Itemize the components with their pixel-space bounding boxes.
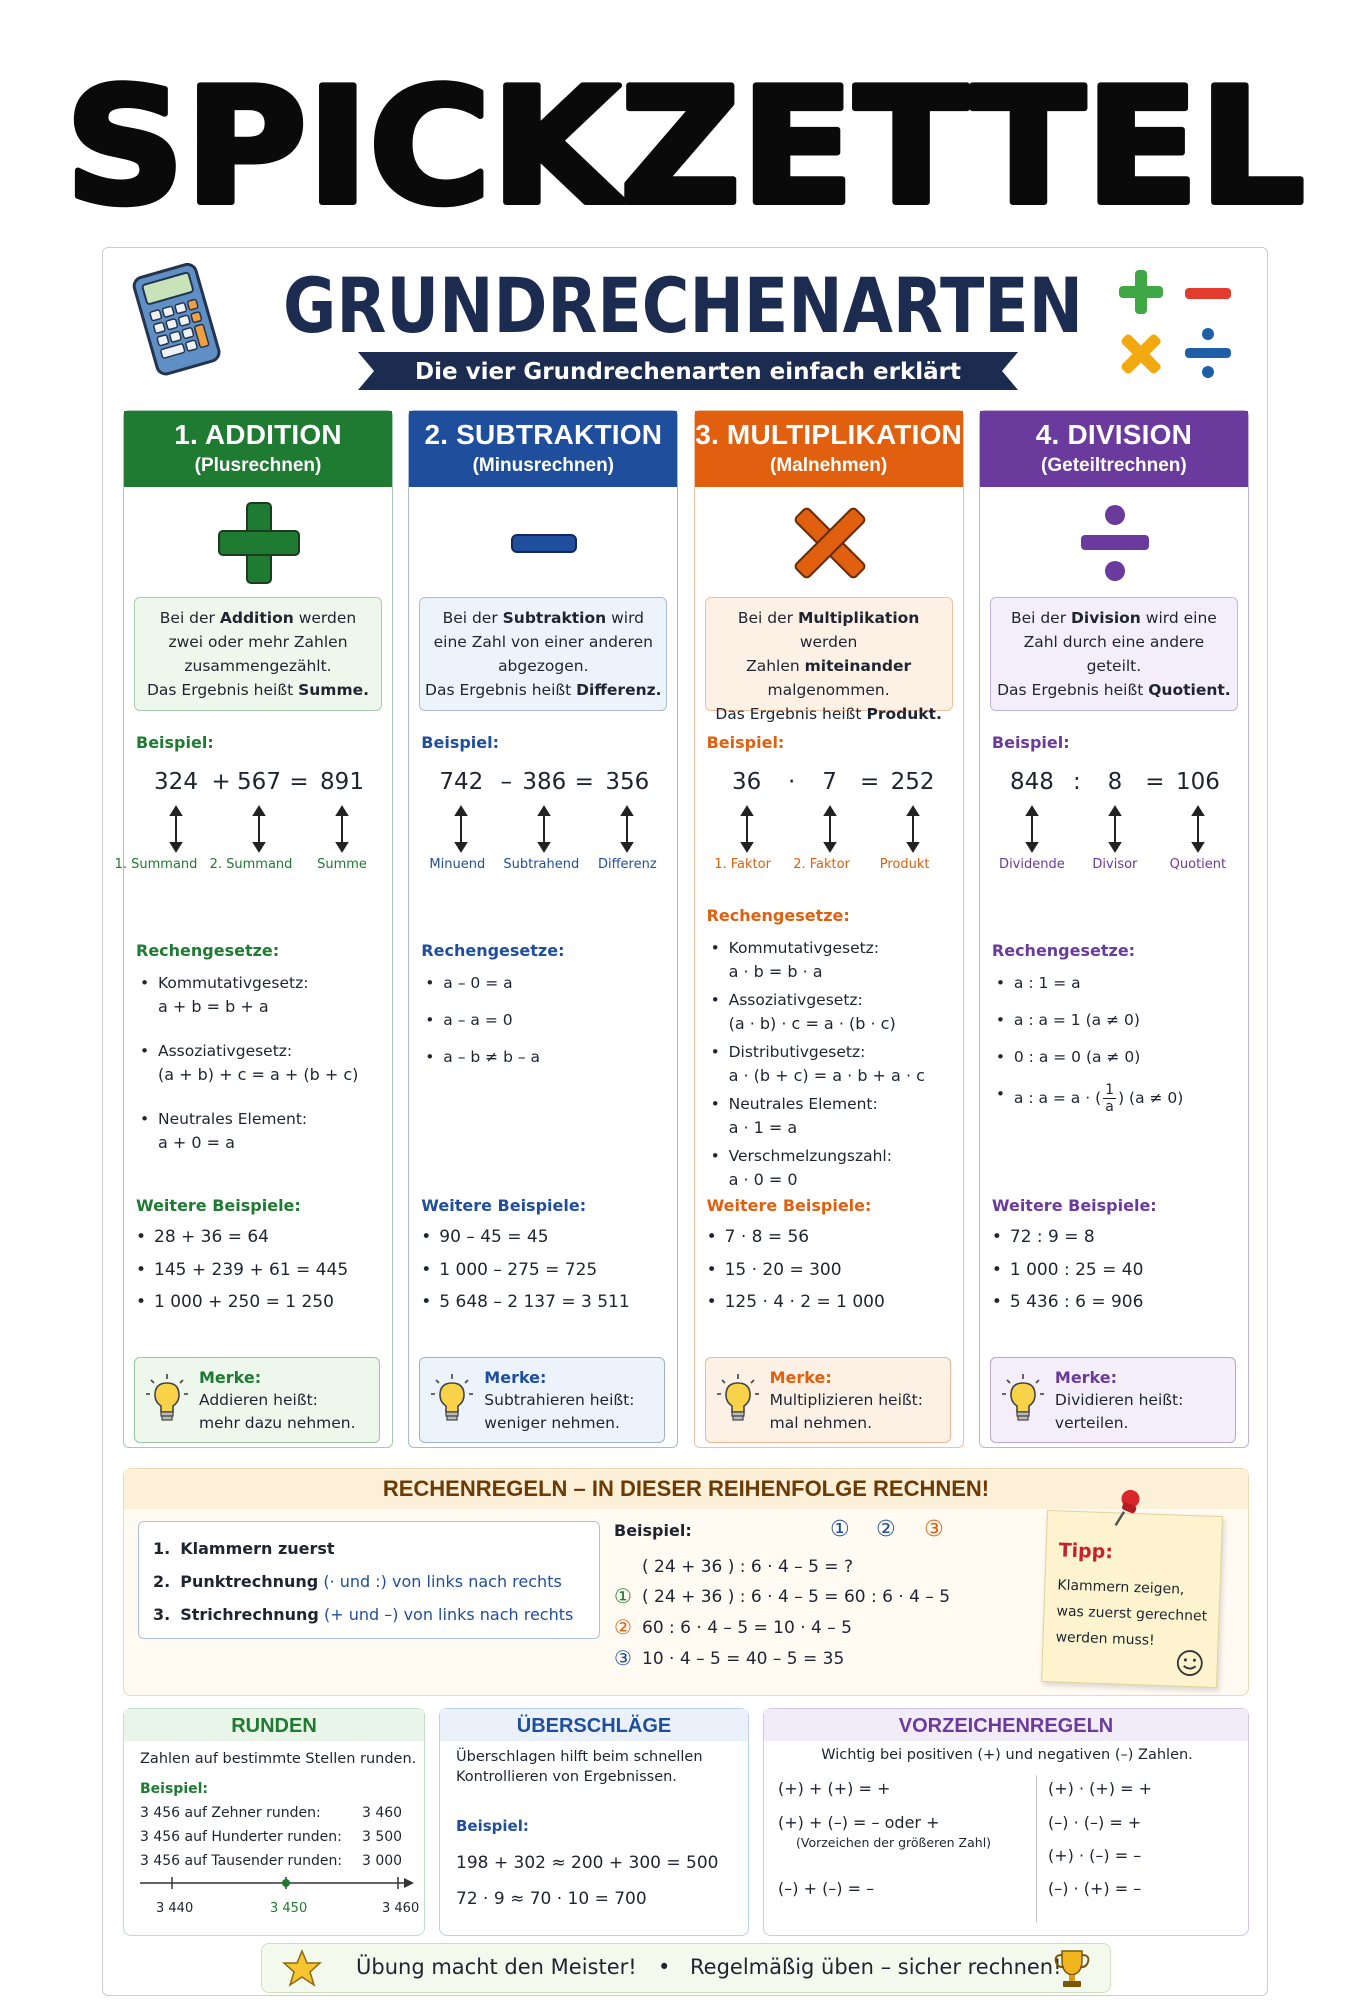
calculator-icon <box>121 260 241 380</box>
runden-box <box>123 1708 425 1936</box>
merke-label: Merke: <box>484 1368 547 1387</box>
column-title: 4. DIVISION <box>1035 419 1193 450</box>
law-formula: (a + b) + c = a + (b + c) <box>158 1065 359 1084</box>
multiply-icon <box>695 487 963 597</box>
runden-row-label: 3 456 auf Tausender runden: <box>140 1853 343 1869</box>
description-line: zwei oder mehr Zahlen <box>168 633 348 651</box>
example-token: = <box>574 769 594 795</box>
column-2 <box>408 410 678 1448</box>
main-title-text: SPICKZETTEL <box>65 53 1305 240</box>
description-box <box>705 597 953 723</box>
tipp-note <box>1041 1510 1223 1688</box>
column-title: 3. MULTIPLIKATION <box>695 419 962 450</box>
main-title <box>0 40 1371 250</box>
example-token: = <box>859 769 880 795</box>
description-line: zusammengezählt. <box>184 657 332 675</box>
rule-detail: (· und :) von links nach rechts <box>318 1572 562 1591</box>
example-token: 7 <box>822 769 837 795</box>
merke-line: verteilen. <box>1054 1414 1129 1432</box>
merke-label: Merke: <box>769 1368 832 1387</box>
law-name: a – b ≠ b – a <box>443 1048 541 1066</box>
description-line: Bei der Multiplikation werden <box>737 609 920 651</box>
example <box>409 769 679 889</box>
runden-row-value: 3 000 <box>362 1853 403 1869</box>
trophy-icon <box>1052 1947 1092 1989</box>
example-arrows <box>695 805 965 855</box>
runden-row-value: 3 500 <box>362 1829 403 1845</box>
rules-title: RECHENREGELN – IN DIESER REIHENFOLGE RECHNEN! <box>124 1469 1248 1509</box>
example-names <box>980 857 1250 877</box>
example-arrows <box>409 805 679 855</box>
more-label: Weitere Beispiele: <box>991 1196 1157 1215</box>
column-1 <box>114 410 393 1448</box>
footer-separator: • <box>658 1955 671 1979</box>
runden-row-value: 3 460 <box>362 1805 403 1821</box>
example-name: 2. Faktor <box>793 857 850 872</box>
law-name: Distributivgesetz: <box>728 1043 866 1061</box>
column-subtitle: (Plusrechnen) <box>194 455 322 476</box>
description-line: Das Ergebnis heißt Quotient. <box>997 681 1231 699</box>
law-item <box>996 1008 1246 1032</box>
law-formula: a + b = b + a <box>158 997 269 1016</box>
laws-list <box>996 971 1246 1128</box>
rule-number: 2. <box>153 1572 171 1591</box>
description-line: Das Ergebnis heißt Differenz. <box>425 681 662 699</box>
subtitle-text: Die vier Grundrechenarten einfach erklärt <box>415 359 961 385</box>
more-label: Weitere Beispiele: <box>706 1196 872 1215</box>
law-name: Assoziativgesetz: <box>728 991 863 1009</box>
example-arrows <box>124 805 394 855</box>
more-example: • 5 436 : 6 = 906 <box>992 1286 1242 1319</box>
example-token: 106 <box>1175 769 1220 795</box>
example-token: 848 <box>1009 769 1054 795</box>
rule-step-text: 10 · 4 – 5 = 40 – 5 = 35 <box>642 1649 845 1669</box>
fraction-numerator: 1 <box>1105 1082 1115 1098</box>
example-token: 324 <box>154 769 198 795</box>
vorzeichen-right-3: (+) · (–) = – <box>1048 1846 1142 1865</box>
step-marker-2: ② <box>876 1517 896 1542</box>
law-formula: a · 1 = a <box>728 1118 798 1137</box>
merke-line: Dividieren heißt: <box>1054 1391 1184 1409</box>
description-box <box>134 597 382 711</box>
laws-label: Rechengesetze: <box>136 941 280 960</box>
description-line: Bei der Subtraktion wird <box>442 609 645 627</box>
example-equation <box>695 769 965 809</box>
example-label: Beispiel: <box>136 733 214 752</box>
vorzeichen-divider <box>1036 1775 1037 1923</box>
header-title-text: GRUNDRECHENARTEN <box>283 261 1083 350</box>
description-line: malgenommen. <box>767 681 890 699</box>
law-item <box>996 1045 1246 1069</box>
runden-title: RUNDEN <box>124 1709 424 1741</box>
vorzeichen-left-1: (+) + (+) = + <box>778 1779 891 1798</box>
more-example: • 1 000 + 250 = 1 250 <box>136 1286 386 1319</box>
column-subtitle: (Geteiltrechnen) <box>1041 455 1187 476</box>
law-formula: (a · b) · c = a · (b · c) <box>728 1014 896 1033</box>
laws-list <box>425 971 675 1082</box>
example-names <box>409 857 679 877</box>
axis-label-3: 3 460 <box>382 1901 420 1916</box>
pushpin-icon <box>1109 1487 1144 1528</box>
example-token: : <box>1073 769 1081 795</box>
law-fraction <box>1103 1082 1116 1115</box>
law-name: a – a = 0 <box>443 1011 513 1029</box>
vorzeichen-left-2: (+) + (–) = – oder + <box>778 1813 940 1832</box>
law-formula: a · 0 = 0 <box>728 1170 798 1189</box>
more-example: • 1 000 : 25 = 40 <box>992 1254 1242 1287</box>
axis-label-2: 3 450 <box>270 1901 308 1916</box>
plus-icon <box>124 487 392 597</box>
vorzeichen-right-1: (+) · (+) = + <box>1048 1779 1153 1798</box>
more-examples <box>992 1221 1242 1319</box>
law-item <box>140 1039 390 1087</box>
ueberschlaege-box <box>439 1708 749 1936</box>
rule-item <box>153 1565 585 1598</box>
rule-title: Klammern zuerst <box>180 1539 335 1558</box>
description-line: Das Ergebnis heißt Produkt. <box>715 705 942 723</box>
example-label: Beispiel: <box>706 733 785 752</box>
law-item <box>425 971 675 995</box>
example-token: – <box>500 769 513 795</box>
axis-label-1: 3 440 <box>156 1901 194 1916</box>
column-header <box>980 411 1248 487</box>
vorzeichen-left-3: (–) + (–) = – <box>778 1879 875 1898</box>
footer-banner <box>261 1943 1111 1993</box>
merke-line: weniger nehmen. <box>484 1414 620 1432</box>
example-name: Produkt <box>879 857 930 872</box>
header-title <box>273 258 1093 348</box>
more-example: • 72 : 9 = 8 <box>992 1221 1242 1254</box>
example-name: Dividende <box>999 857 1065 872</box>
law-item <box>425 1045 675 1069</box>
fraction-denominator: a <box>1105 1099 1114 1115</box>
ueberschlag-row-1: 198 + 302 ≈ 200 + 300 = 500 <box>456 1853 719 1873</box>
more-label: Weitere Beispiele: <box>421 1196 587 1215</box>
law-item <box>140 971 390 1019</box>
law-name: a : 1 = a <box>1013 974 1081 992</box>
example-name: 2. Summand <box>209 857 293 872</box>
rule-title: Strichrechnung <box>180 1605 319 1624</box>
example-name: Minuend <box>429 857 486 872</box>
ueberschlag-row-2: 72 · 9 ≈ 70 · 10 = 700 <box>456 1889 647 1909</box>
example-token: 891 <box>320 769 364 795</box>
example-token: 8 <box>1107 769 1123 795</box>
example-name: Differenz <box>597 857 657 872</box>
rule-title: Punktrechnung <box>180 1572 319 1591</box>
rule-step-marker: ① <box>614 1584 632 1608</box>
law-item <box>425 1008 675 1032</box>
lightbulb-icon <box>145 1372 189 1430</box>
description-line: geteilt. <box>1086 657 1142 675</box>
example-name: Subtrahend <box>503 857 580 872</box>
ueberschlaege-title: ÜBERSCHLÄGE <box>440 1709 748 1741</box>
example-token: 742 <box>439 769 484 795</box>
example-label: Beispiel: <box>421 733 500 752</box>
description-box <box>990 597 1238 711</box>
example-token: 252 <box>890 769 935 795</box>
law-text-suffix: ) (a ≠ 0) <box>1118 1089 1184 1107</box>
rule-step-marker: ③ <box>614 1646 632 1670</box>
column-header <box>695 411 963 487</box>
more-examples <box>136 1221 386 1319</box>
description-line: eine Zahl von einer anderen <box>433 633 653 651</box>
lightbulb-icon <box>430 1372 474 1430</box>
vorzeichen-intro: Wichtig bei positiven (+) und negativen (–) Zahlen. <box>821 1747 1193 1763</box>
rules-section <box>123 1468 1249 1696</box>
rule-step-text: 60 : 6 · 4 – 5 = 10 · 4 – 5 <box>642 1618 852 1638</box>
star-icon <box>282 1948 322 1988</box>
merke-box <box>419 1357 665 1443</box>
runden-row-label: 3 456 auf Hunderter runden: <box>140 1829 342 1845</box>
example-token: 567 <box>237 769 281 795</box>
ueberschlaege-intro-1: Überschlagen hilft beim schnellen <box>456 1749 703 1765</box>
example-token: + <box>211 769 231 795</box>
example <box>114 769 394 889</box>
rules-example-label: Beispiel: <box>614 1521 692 1540</box>
law-formula: a + 0 = a <box>158 1133 235 1152</box>
tipp-line-2: was zuerst gerechnet <box>1056 1603 1208 1625</box>
more-example: • 15 · 20 = 300 <box>707 1254 957 1287</box>
more-example: • 1 000 – 275 = 725 <box>421 1254 671 1287</box>
more-example: • 5 648 – 2 137 = 3 511 <box>421 1286 671 1319</box>
example-token: 386 <box>522 769 567 795</box>
law-item <box>711 1144 961 1192</box>
example-equation <box>980 769 1250 809</box>
tipp-line-3: werden muss! <box>1055 1629 1155 1649</box>
law-item <box>996 971 1246 995</box>
example-name: 1. Summand <box>114 857 198 872</box>
laws-list <box>711 936 961 1196</box>
merke-text <box>199 1366 356 1435</box>
poster-header <box>103 248 1269 408</box>
example-name: Summe <box>317 857 367 872</box>
column-subtitle: (Minusrechnen) <box>472 455 615 476</box>
merke-text <box>1055 1366 1183 1435</box>
law-name: a – 0 = a <box>443 974 513 992</box>
law-name: Verschmelzungszahl: <box>728 1147 892 1165</box>
column-subtitle: (Malnehmen) <box>770 455 888 476</box>
description-line: Zahl durch eine andere <box>1023 633 1205 651</box>
more-example: • 145 + 239 + 61 = 445 <box>136 1254 386 1287</box>
rule-item <box>153 1598 585 1631</box>
step-marker-1: ① <box>830 1517 850 1542</box>
law-item <box>711 1040 961 1088</box>
more-examples <box>707 1221 957 1319</box>
column-title: 2. SUBTRAKTION <box>424 419 663 450</box>
minus-icon <box>409 487 677 597</box>
lightbulb-icon <box>716 1372 760 1430</box>
law-name: Assoziativgesetz: <box>158 1042 293 1060</box>
example-name: Quotient <box>1169 857 1227 872</box>
law-name: Kommutativgesetz: <box>728 939 880 957</box>
rules-start: ( 24 + 36 ) : 6 · 4 – 5 = ? <box>642 1557 853 1577</box>
merke-line: Subtrahieren heißt: <box>484 1391 635 1409</box>
example <box>980 769 1250 889</box>
example-name: 1. Faktor <box>714 857 771 872</box>
law-item <box>140 1107 390 1155</box>
law-name: a : a = 1 (a ≠ 0) <box>1013 1011 1140 1029</box>
divide-icon <box>980 487 1248 597</box>
merke-text <box>770 1366 923 1435</box>
more-examples <box>421 1221 671 1319</box>
example-arrows <box>980 805 1250 855</box>
rule-step-marker: ② <box>614 1615 632 1639</box>
more-example: • 90 – 45 = 45 <box>421 1221 671 1254</box>
operator-symbols-icon <box>1109 262 1239 382</box>
rule-detail: (+ und –) von links nach rechts <box>318 1605 574 1624</box>
subtitle-banner <box>358 348 1018 394</box>
rule-step-text: ( 24 + 36 ) : 6 · 4 – 5 = 60 : 6 · 4 – 5 <box>642 1587 951 1607</box>
example-token: = <box>1145 769 1165 795</box>
rule-number: 1. <box>153 1539 171 1558</box>
operation-columns <box>114 410 1249 1448</box>
more-example: • 7 · 8 = 56 <box>707 1221 957 1254</box>
rules-example <box>614 1517 1034 1691</box>
merke-label: Merke: <box>1054 1368 1118 1387</box>
law-item <box>711 988 961 1036</box>
law-name: Neutrales Element: <box>728 1095 878 1113</box>
more-label: Weitere Beispiele: <box>136 1196 301 1215</box>
merke-box <box>990 1357 1236 1443</box>
example-name: Divisor <box>1092 857 1138 872</box>
more-example: • 28 + 36 = 64 <box>136 1221 386 1254</box>
step-marker-3: ③ <box>924 1517 944 1542</box>
runden-example-label: Beispiel: <box>140 1781 209 1797</box>
description-box <box>419 597 667 711</box>
laws-label: Rechengesetze: <box>706 906 850 925</box>
law-formula: a · (b + c) = a · b + a · c <box>728 1066 925 1085</box>
example-token: · <box>787 769 796 795</box>
rule-number: 3. <box>153 1605 171 1624</box>
column-header <box>124 411 392 487</box>
description-line: Bei der Division wird eine <box>1010 609 1217 627</box>
laws-list <box>140 971 390 1175</box>
column-4 <box>979 410 1249 1448</box>
merke-text <box>484 1366 634 1435</box>
merke-line: mal nehmen. <box>769 1414 872 1432</box>
runden-intro: Zahlen auf bestimmte Stellen runden. <box>140 1751 417 1767</box>
description-line: Das Ergebnis heißt Summe. <box>146 681 370 699</box>
vorzeichen-box <box>763 1708 1249 1936</box>
merke-box <box>705 1357 951 1443</box>
footer-left-text: Übung macht den Meister! <box>356 1955 637 1979</box>
law-name: Kommutativgesetz: <box>158 974 309 992</box>
law-item <box>996 1082 1246 1115</box>
example-label: Beispiel: <box>991 733 1070 752</box>
rule-item <box>153 1532 585 1565</box>
merke-label: Merke: <box>199 1368 262 1387</box>
description-line: Zahlen miteinander <box>746 657 912 675</box>
laws-label: Rechengesetze: <box>991 941 1136 960</box>
law-name: Neutrales Element: <box>158 1110 308 1128</box>
description-line: abgezogen. <box>498 657 589 675</box>
vorzeichen-right-4: (–) · (+) = – <box>1048 1879 1142 1898</box>
more-example: • 125 · 4 · 2 = 1 000 <box>707 1286 957 1319</box>
column-header <box>409 411 677 487</box>
poster <box>102 247 1268 1996</box>
law-formula: a · b = b · a <box>728 962 823 981</box>
merke-box <box>134 1357 380 1443</box>
example-token: = <box>289 769 309 795</box>
example-token: 356 <box>605 769 650 795</box>
footer-right-text: Regelmäßig üben – sicher rechnen! <box>690 1955 1062 1979</box>
ueberschlaege-example-label: Beispiel: <box>456 1817 529 1835</box>
example-names <box>114 857 394 877</box>
vorzeichen-title: VORZEICHENREGELN <box>764 1709 1248 1741</box>
example-token: 36 <box>731 769 762 795</box>
law-name: 0 : a = 0 (a ≠ 0) <box>1013 1048 1141 1066</box>
runden-row-label: 3 456 auf Zehner runden: <box>140 1805 321 1821</box>
smiley-icon <box>1174 1648 1205 1679</box>
description-line: Bei der Addition werden <box>159 609 357 627</box>
example-names <box>695 857 965 877</box>
rules-list <box>138 1521 600 1639</box>
tipp-title: Tipp: <box>1058 1539 1114 1564</box>
law-item <box>711 936 961 984</box>
merke-line: mehr dazu nehmen. <box>199 1414 356 1432</box>
example-equation <box>409 769 679 809</box>
laws-label: Rechengesetze: <box>421 941 565 960</box>
column-title: 1. ADDITION <box>174 419 342 450</box>
example <box>695 769 965 889</box>
column-3 <box>694 410 964 1448</box>
law-text: a : a = a · ( <box>1013 1089 1102 1107</box>
merke-line: Addieren heißt: <box>199 1391 318 1409</box>
tipp-line-1: Klammern zeigen, <box>1057 1577 1185 1598</box>
vorzeichen-left-note: (Vorzeichen der größeren Zahl) <box>796 1835 992 1850</box>
lightbulb-icon <box>1001 1372 1045 1430</box>
vorzeichen-right-2: (–) · (–) = + <box>1048 1813 1142 1832</box>
example-equation <box>124 769 394 809</box>
law-item <box>711 1092 961 1140</box>
merke-line: Multiplizieren heißt: <box>769 1391 923 1409</box>
ueberschlaege-intro-2: Kontrollieren von Ergebnissen. <box>456 1769 677 1785</box>
